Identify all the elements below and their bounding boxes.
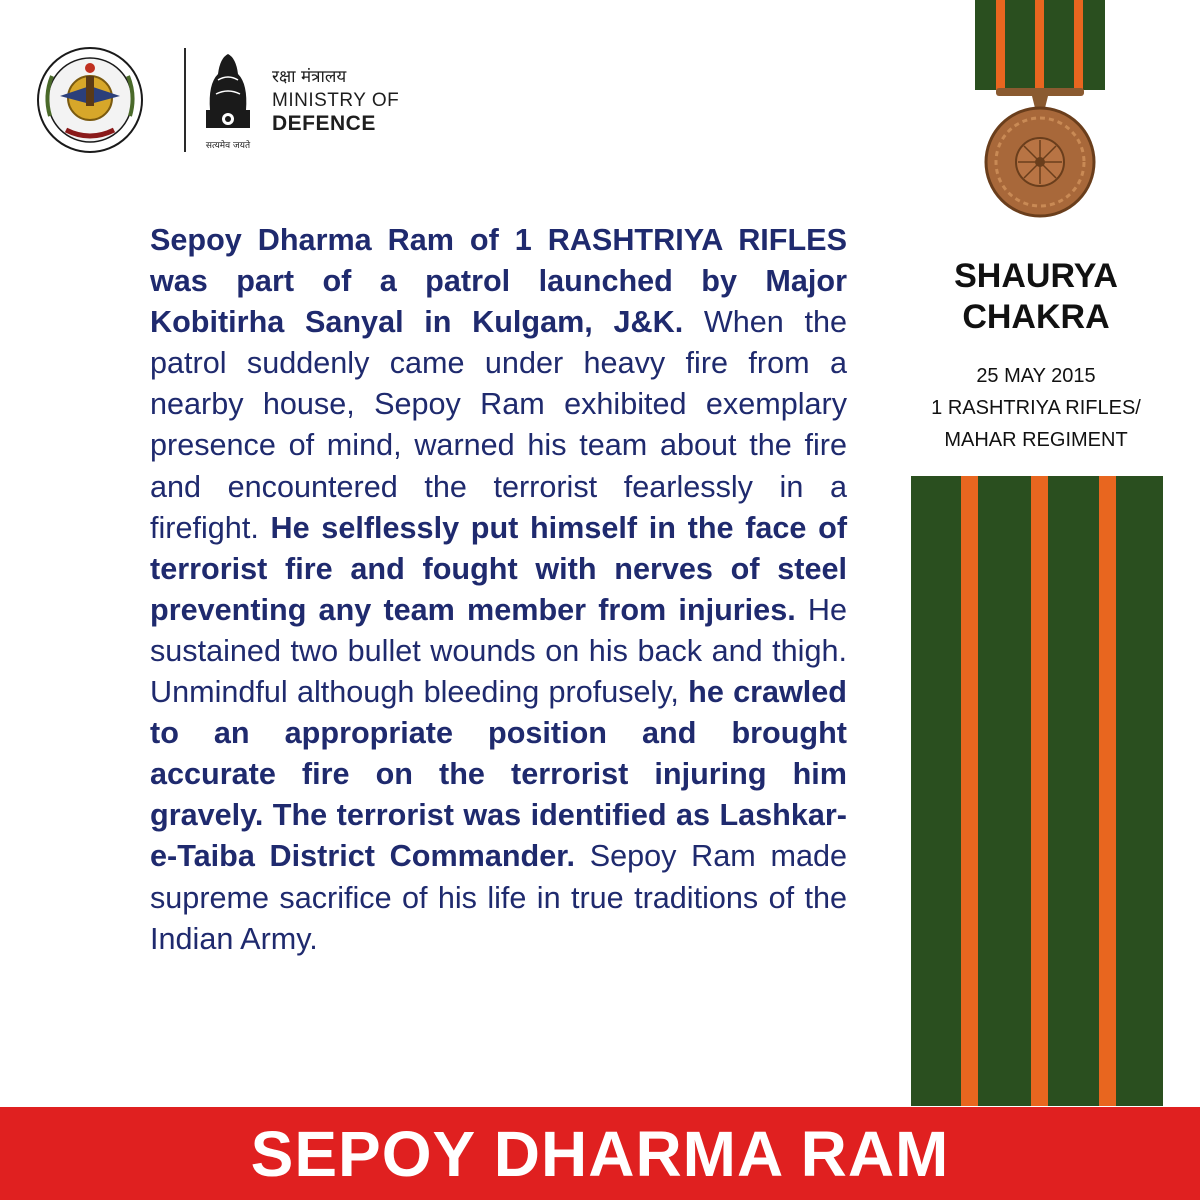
award-unit-line1: 1 RASHTRIYA RIFLES/ (931, 397, 1141, 419)
award-title-line1: SHAURYA (954, 257, 1118, 295)
tri-services-crest-icon (36, 46, 144, 154)
ribbon-stripe (1099, 476, 1116, 1106)
emblem-motto: सत्यमेव जयते (205, 141, 251, 151)
citation-segment: He sustained two bullet wounds on his back and thigh. Unmindful although bleeding profusely, (150, 592, 847, 710)
citation-text (150, 220, 847, 960)
soldier-name: SEPOY DHARMA RAM (250, 1117, 950, 1190)
citation-segment: When the patrol suddenly came under heavy fire from a nearby house, Sepoy Ram exhibited exemplary presence of mind, warned his team about the fire and encountered the terrorist fearlessly in a firefight. (150, 305, 848, 545)
header-divider (184, 48, 186, 152)
ribbon-band (911, 476, 1163, 1106)
ministry-title-line1: MINISTRY OF (272, 90, 400, 111)
award-date: 25 MAY 2015 (976, 365, 1096, 387)
shaurya-chakra-medal-icon (960, 0, 1120, 250)
ministry-title-line2: DEFENCE (272, 112, 376, 135)
ministry-hindi-title: रक्षा मंत्रालय (272, 67, 347, 87)
footer-banner (0, 1107, 1200, 1200)
citation-segment-bold: he crawled to an appropriate position and brought accurate fire on the terrorist injuring him gravely. The terrorist was identified as Lashkar-e-Taiba District Commander. (150, 675, 847, 874)
ribbon-stripe (961, 476, 978, 1106)
award-title (910, 256, 1162, 338)
citation-segment-bold: He selflessly put himself in the face of terrorist fire and fought with nerves of steel preventing any team member from injuries. (150, 510, 848, 627)
citation-segment: Sepoy Ram made supreme sacrifice of his life in true traditions of the Indian Army. (150, 839, 847, 956)
award-details (910, 360, 1162, 456)
citation-segment-bold: Sepoy Dharma Ram of 1 RASHTRIYA RIFLES was part of a patrol launched by Major Kobitirha Sanyal in Kulgam, J&K. (150, 223, 847, 340)
header (36, 40, 400, 160)
award-title-line2: CHAKRA (962, 298, 1110, 336)
medal-ribbon (975, 0, 1105, 90)
award-unit-line2: MAHAR REGIMENT (944, 429, 1128, 451)
ribbon-stripe (1031, 476, 1048, 1106)
